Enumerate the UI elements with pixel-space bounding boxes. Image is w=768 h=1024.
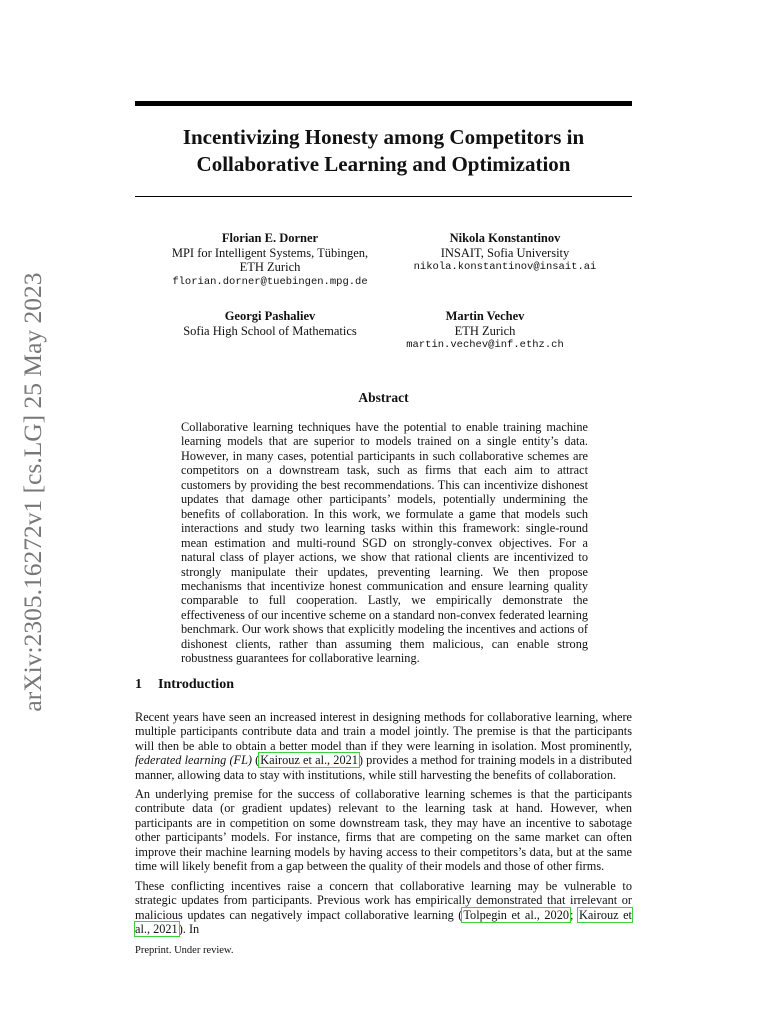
author-affiliation: MPI for Intelligent Systems, Tübingen, [171, 245, 369, 260]
emphasis-text: federated learning (FL) [135, 753, 252, 768]
paragraph-text: ; [570, 907, 578, 922]
section-title: Introduction [158, 677, 234, 692]
footer-note: Preprint. Under review. [135, 945, 234, 956]
author-block [150, 231, 390, 289]
paragraph [135, 710, 632, 782]
paragraph-text: ) provides a method for training models in a distributed manner, allowing data to stay with institutions, while still harvesting the benefits of collaboration. [135, 753, 632, 782]
citation-link[interactable]: Tolpegin et al., 2020 [463, 907, 570, 922]
arxiv-sidebar-stamp [18, 262, 58, 722]
author-name: Georgi Pashaliev [224, 309, 316, 323]
paragraph-text: ( [252, 753, 260, 768]
paragraph-text: ). In [178, 922, 200, 937]
author-name: Nikola Konstantinov [449, 231, 561, 245]
author-email[interactable]: florian.dorner@tuebingen.mpg.de [172, 275, 368, 288]
paragraph: An underlying premise for the success of collaborative learning schemes is that the participants contribute data (or gradient updates) relevant to the learning task at hand. However, when participants are in competition on some downstream task, they may have an incentive to sabotage other participants’ models. For instance, firms that are competing on the same market can often improve their machine learning models by having access to their competitors’s data, but at the same time will likely benefit from a gap between the quality of their models and those of other firms. [135, 787, 632, 874]
author-affiliation: INSAIT, Sofia University [440, 245, 570, 260]
author-email[interactable]: nikola.konstantinov@insait.ai [413, 261, 597, 273]
citation-link[interactable]: Kairouz et al., 2021 [135, 907, 632, 937]
paragraph-text: These conflicting incentives raise a concern that collaborative learning may be vulnerable to strategic updates from participants. Previous work has empirically demonstrated that irrelevant or malicious updates can negatively impact collaborative learning ( [135, 879, 632, 922]
abstract-text: Collaborative learning techniques have the potential to enable training machine learning models that are superior to models trained on a single entity’s data. However, in many cases, potential participants in such collaborative schemes are competitors on a downstream task, such as firms that each aim to attract customers by providing the best recommendations. This can incentivize dishonest updates that damage other participants’ models, potentially undermining the benefits of collaboration. In this work, we formulate a game that models such interactions and study two learning tasks within this framework: single-round mean estimation and multi-round SGD on strongly-convex objectives. For a natural class of player actions, we show that rational clients are incentivized to strongly manipulate their updates, preventing learning. We then propose mechanisms that incentivize honest communication and ensure learning quality comparable to full cooperation. Lastly, we empirically demonstrate the effectiveness of our incentive scheme on a standard non-convex federated learning benchmark. Our work shows that explicitly modeling the incentives and actions of dishonest clients, rather than assuming them malicious, can enable strong robustness guarantees for collaborative learning. [181, 420, 588, 666]
author-block [150, 309, 390, 338]
paragraph-text: Recent years have seen an increased interest in designing methods for collaborative learning, where multiple participants contribute data and train a model jointly. The premise is that the participants will then be able to obtain a better model than if they were learning in isolation. Most prominently, [135, 710, 632, 753]
author-block [400, 309, 570, 353]
author-name: Florian E. Dorner [221, 231, 319, 245]
paper-title: Incentivizing Honesty among Competitors in Collaborative Learning and Optimization [182, 125, 585, 176]
title-bottom-rule [135, 196, 632, 197]
author-email[interactable]: martin.vechev@inf.ethz.ch [406, 339, 564, 351]
author-block [400, 231, 610, 275]
author-name: Martin Vechev [445, 309, 525, 323]
arxiv-identifier: arXiv:2305.16272v1 [cs.LG] 25 May 2023 [18, 272, 47, 712]
citation-link[interactable]: Kairouz et al., 2021 [260, 753, 358, 768]
paragraph [135, 879, 632, 937]
section-heading [135, 677, 234, 693]
section-number: 1 [135, 677, 142, 692]
title-top-rule [135, 101, 632, 106]
author-affiliation: ETH Zurich [239, 260, 301, 274]
author-affiliation: ETH Zurich [454, 323, 516, 338]
author-affiliation: Sofia High School of Mathematics [183, 323, 357, 338]
abstract-heading: Abstract [358, 390, 409, 405]
